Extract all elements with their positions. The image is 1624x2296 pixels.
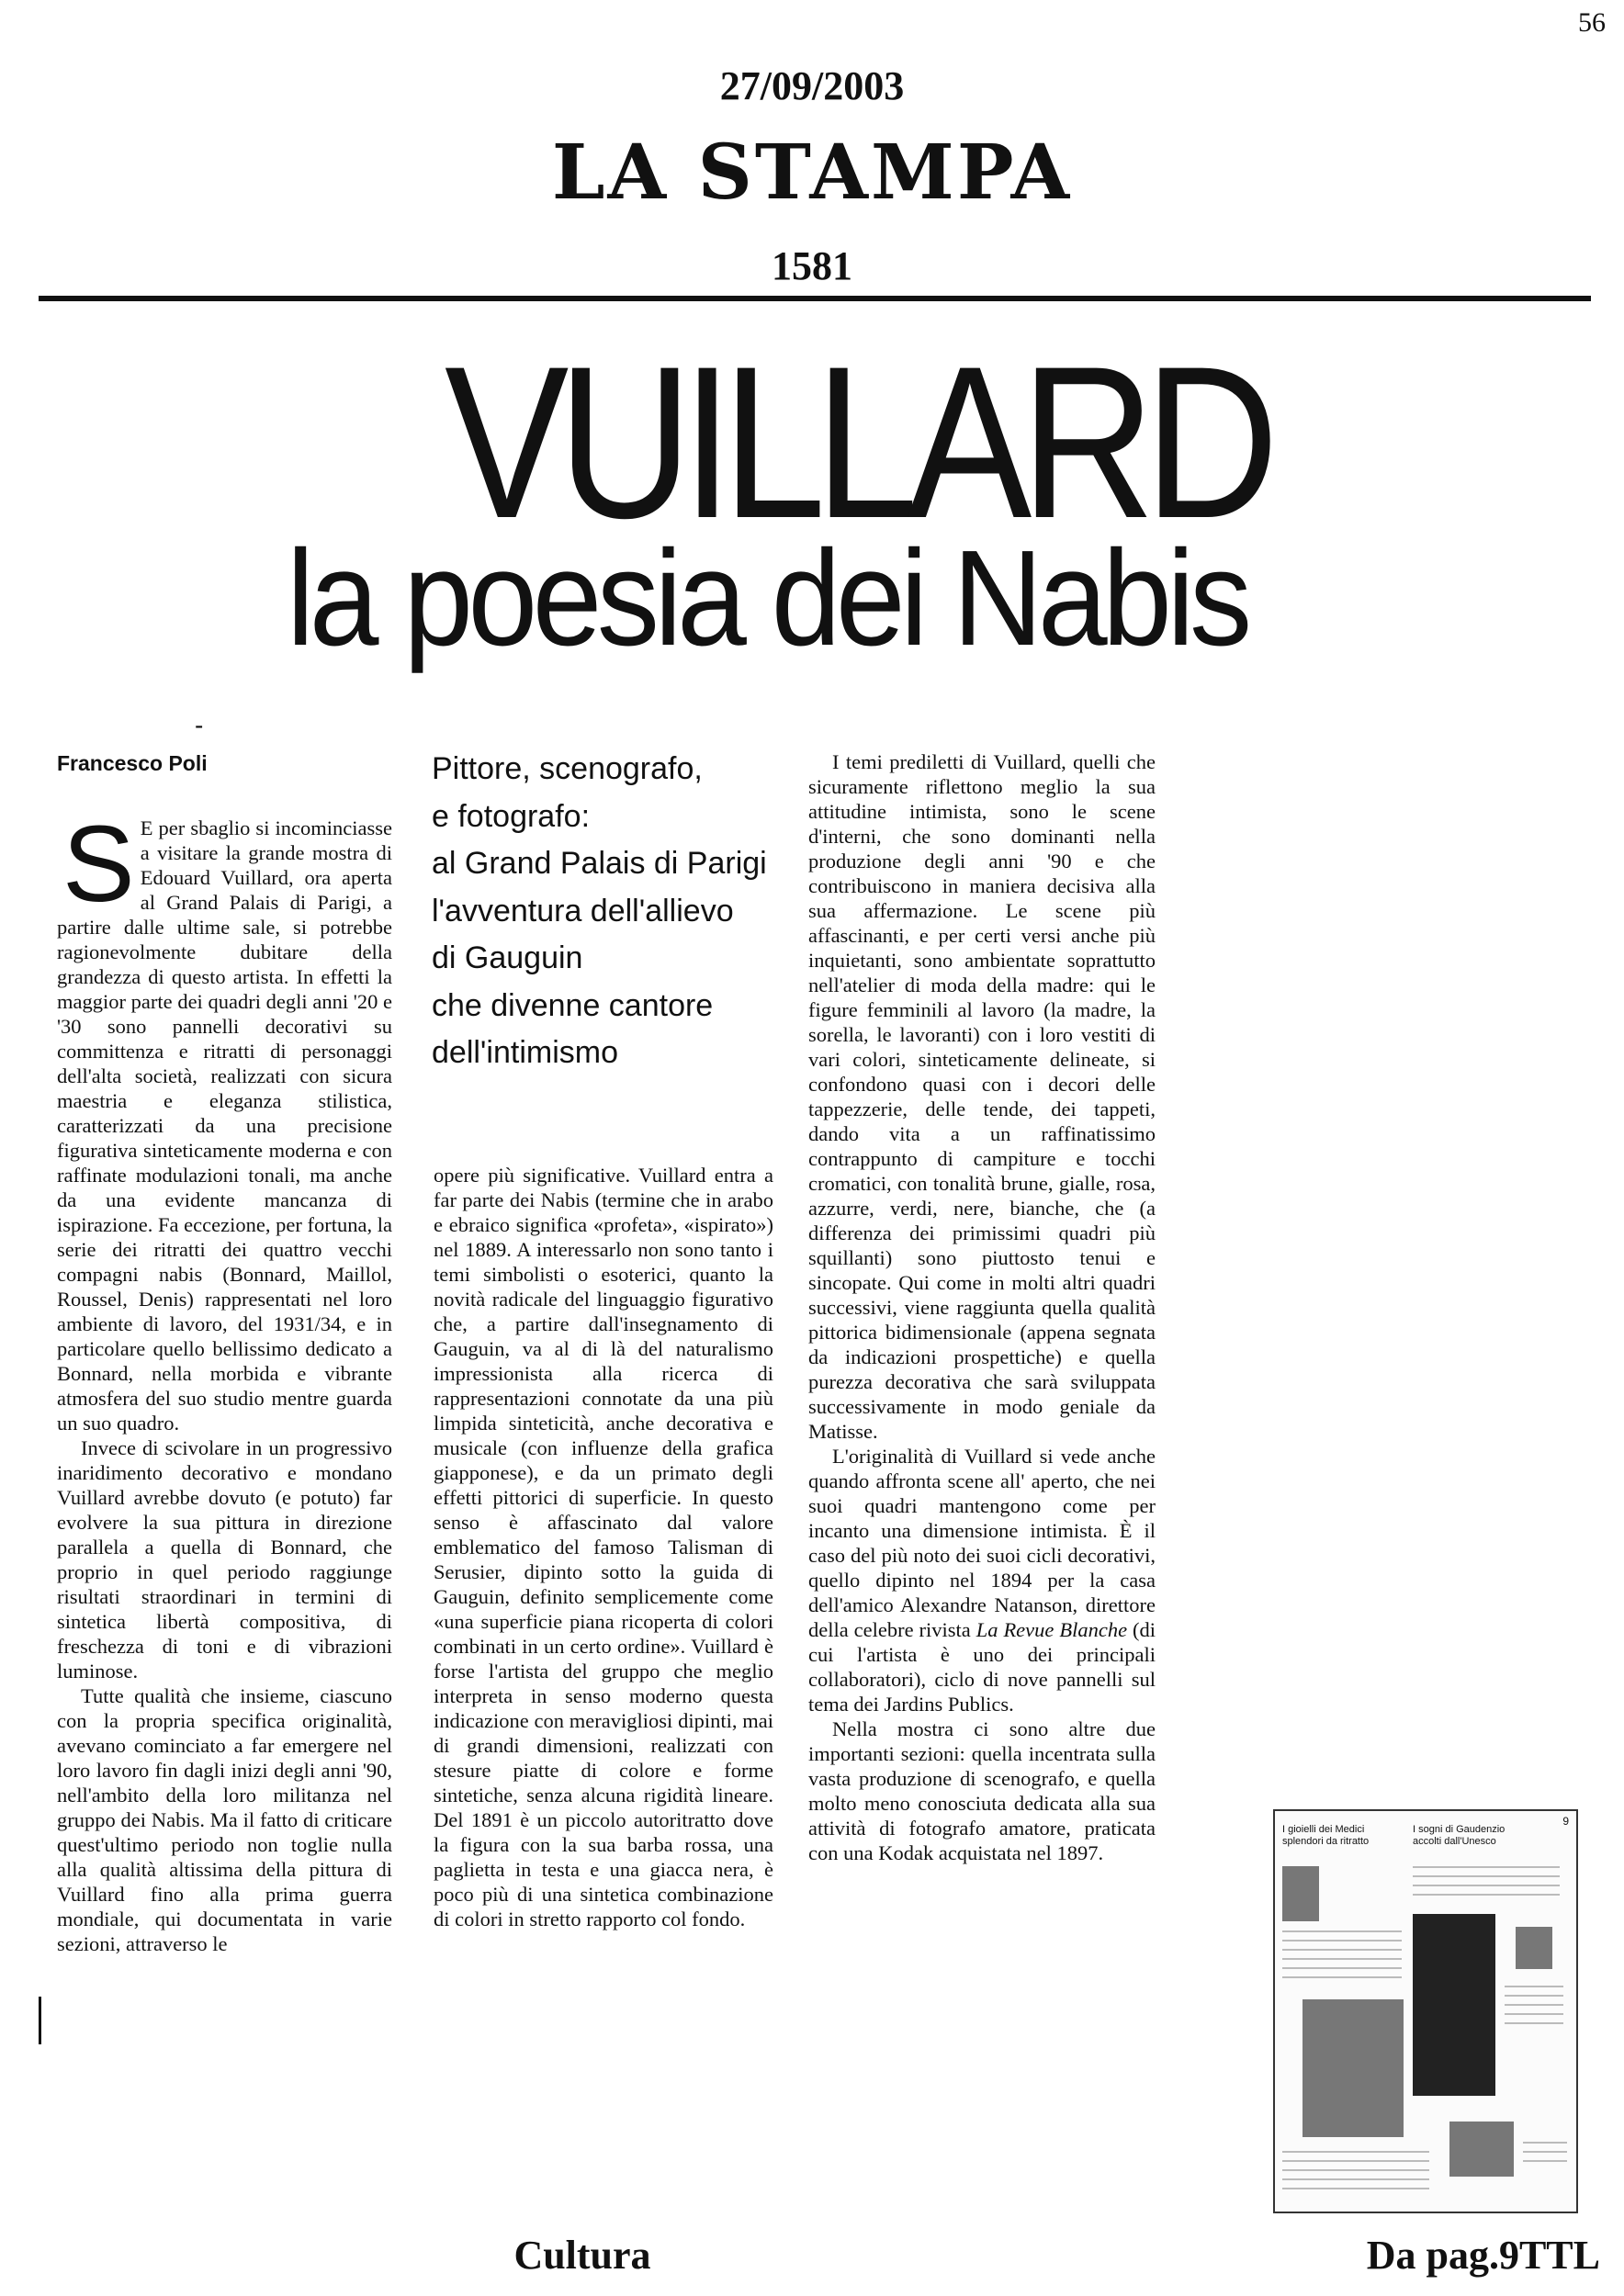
- thumbnail-photo: [1449, 2122, 1514, 2177]
- thumbnail-text-line: [1282, 2169, 1429, 2171]
- paragraph: Invece di scivolare in un progressivo inaridimento decorativo e mondano Vuillard avrebbe dovuto (e potuto) far evolvere la sua pittura in direzione parallela a quella di Bonnard, che proprio in quel periodo raggiunge risultati straordinari in termini di sintetica libertà compositiva, di freschezza di toni e di vibrazioni luminose.: [57, 1436, 392, 1683]
- paragraph: Tutte qualità che insieme, ciascuno con la propria specifica originalità, avevano cominciato a far emergere nel loro lavoro fin dagli inizi degli anni '90, nell'ambito della loro militanza nel gruppo dei Nabis. Ma il fatto di criticare quest'ultimo periodo non toglie nulla alla qualità altissima della pittura di Vuillard fino alla prima guerra mondiale, qui documentata in varie sezioni, attraverso le: [57, 1684, 392, 1955]
- thumbnail-dark-block: [1413, 1914, 1495, 2096]
- thumbnail-page-number: 9: [1562, 1815, 1569, 1828]
- standfirst-line: l'avventura dell'allievo: [432, 893, 734, 929]
- standfirst-line: al Grand Palais di Parigi: [432, 846, 767, 881]
- margin-mark: [39, 1997, 41, 2044]
- standfirst: [432, 746, 792, 1077]
- thumbnail-text-line: [1282, 2178, 1429, 2180]
- thumbnail-text-line: [1413, 1894, 1560, 1896]
- page-thumbnail: [1273, 1809, 1578, 2213]
- article-subtitle: la poesia dei Nabis: [287, 523, 1247, 674]
- standfirst-line: che divenne cantore: [432, 987, 714, 1023]
- thumbnail-text-line: [1505, 1986, 1563, 1987]
- thumbnail-photo: [1303, 1999, 1404, 2137]
- article-column-2: [434, 1163, 773, 1931]
- thumbnail-text-line: [1413, 1885, 1560, 1886]
- issue-date: 27/09/2003: [719, 63, 905, 108]
- article-title: VUILLARD: [445, 321, 1269, 564]
- thumbnail-text-line: [1505, 1995, 1563, 1997]
- source-page-label: Da pag.9TTL: [1366, 2233, 1600, 2278]
- paragraph: Nella mostra ci sono altre due importanti sezioni: quella incentrata sulla vasta produzione di scenografo, e quella molto meno conosciuta dedicata alla sua attività di fotografo amatore, praticata con una Kodak acquistata nel 1897.: [808, 1717, 1156, 1864]
- newspaper-masthead: LA STAMPA: [551, 129, 1073, 217]
- standfirst-line: Pittore, scenografo,: [432, 751, 703, 786]
- thumbnail-heading-left: I gioielli dei Medici splendori da ritratto: [1282, 1824, 1370, 1847]
- thumbnail-text-line: [1282, 1976, 1402, 1978]
- thumbnail-text-line: [1505, 2022, 1563, 2024]
- thumbnail-text-line: [1523, 2142, 1567, 2144]
- article-column-3: [808, 749, 1156, 1865]
- thumbnail-text-line: [1505, 2004, 1563, 2006]
- page-number: 56: [1578, 7, 1606, 38]
- author-byline: Francesco Poli: [57, 751, 208, 775]
- thumbnail-text-line: [1282, 1940, 1402, 1941]
- thumbnail-text-line: [1413, 1866, 1560, 1868]
- reference-number: 1581: [772, 243, 852, 288]
- paragraph: opere più significative. Vuillard entra a far parte dei Nabis (termine che in arabo e ebraico significa «profeta», «ispirato») nel 1889. A interessarlo non sono tanto i temi simbolisti o esoterici, quanto la novità radicale del linguaggio figurativo che, a partire dall'insegnamento di Gauguin, va al di là del naturalismo impressionista alla ricerca di rappresentazioni connotate da una più limpida sinteticità, anche decorativa e musicale (con influenze della grafica giapponese), e da un primato degli effetti pittorici di superficie. In questo senso è affascinato dal valore emblematico del famoso Talisman di Serusier, dipinto sotto la guida di Gauguin, definito semplicemente come «una superficie piana ricoperta di colori combinati in un certo ordine». Vuillard è forse l'artista del gruppo che meglio interpreta in senso moderno questa indicazione con meravigliosi dipinti, mai di grandi dimensioni, realizzati con stesure piatte di colore e forme sintetiche, senza alcuna rigidità lineare. Del 1891 è un piccolo autoritratto dove la figura con la sua barba rossa, una paglietta in testa e una giacca nera, è poco più di una sintetica combinazione di colori in stretto rapporto col fondo.: [434, 1164, 773, 1930]
- thumbnail-text-line: [1282, 1958, 1402, 1960]
- thumbnail-text-line: [1413, 1875, 1560, 1877]
- thumbnail-text-line: [1523, 2151, 1567, 2153]
- standfirst-line: di Gauguin: [432, 940, 583, 975]
- paragraph: S E per sbaglio si incominciasse a visitare la grande mostra di Edouard Vuillard, ora aperta al Grand Palais di Parigi, a partire dalle ultime sale, si potrebbe ragionevolmente dubitare della grandezza di questo artista. In effetti la maggior parte dei quadri degli anni '20 e '30 sono pannelli decorativi su committenza e ritratti di personaggi dell'alta società, realizzati con sicura maestria e eleganza stilistica, caratterizzati da una precisione figurativa sinteticamente moderna e con raffinate modulazioni tonali, ma anche da una evidente mancanza di ispirazione. Fa eccezione, per fortuna, la serie dei ritratti dei quattro vecchi compagni nabis (Bonnard, Maillol, Roussel, Denis) rappresentati nel loro ambiente di lavoro, del 1931/34, e in particolare quello bellissimo dedicato a Bonnard, nella morbida e vibrante atmosfera del suo studio mentre guarda un suo quadro.: [57, 804, 392, 1435]
- thumbnail-text-line: [1282, 2151, 1429, 2153]
- thumbnail-text-line: [1282, 1967, 1402, 1969]
- section-label: Cultura: [513, 2233, 651, 2278]
- thumbnail-text-line: [1523, 2160, 1567, 2162]
- thumbnail-text-line: [1282, 1949, 1402, 1951]
- article-column-1: [57, 804, 392, 1956]
- standfirst-line: dell'intimismo: [432, 1035, 618, 1070]
- paragraph: I temi prediletti di Vuillard, quelli che sicuramente riflettono meglio la sua attitudine intimista, sono le scene d'interni, che sono dominanti nella produzione degli anni '90 e che contribuiscono in maniera decisiva alla sua affermazione. Le scene più affascinanti, e per certi versi anche più inquietanti, sono ambientate soprattutto nell'atelier di moda della madre: qui le figure femminili al lavoro (la madre, la sorella, le lavoranti) con i loro vestiti di vari colori, sinteticamente delineate, si confondono quasi con i decori delle tappezzerie, delle tende, dei tappeti, dando vita a un raffinatissimo contrappunto di campiture e tocchi cromatici, con tonalità brune, gialle, rosa, azzurre, verdi, nere, bianche, che (a differenza dei primissimi quadri più squillanti) sono piuttosto tenui e sincopate. Qui come in molti altri quadri successivi, viene raggiunta quella qualità pittorica bidimensionale (appena segnata da indicazioni prospettiche) e quella purezza decorativa che sarà sviluppata successivamente in modo geniale da Matisse.: [808, 750, 1156, 1443]
- thumbnail-text-line: [1505, 2013, 1563, 2015]
- paragraph: L'originalità di Vuillard si vede anche quando affronta scene all' aperto, che nei suoi quadri mantengono come per incanto una dimensione intimista. È il caso del più noto dei suoi cicli decorativi, quello dipinto nel 1894 per la casa dell'amico Alexandre Natanson, direttore della celebre rivista La Revue Blanche (di cui l'artista è uno dei principali collaboratori), ciclo di nove pannelli sul tema dei Jardins Publics.: [808, 1445, 1156, 1716]
- author-dash: -: [195, 711, 204, 739]
- thumbnail-photo: [1516, 1927, 1552, 1969]
- thumbnail-photo: [1282, 1866, 1319, 1921]
- header-rule: [39, 296, 1591, 301]
- standfirst-line: e fotografo:: [432, 798, 591, 834]
- thumbnail-heading-right: I sogni di Gaudenzio accolti dall'Unesco: [1413, 1824, 1506, 1847]
- thumbnail-text-line: [1282, 2160, 1429, 2162]
- thumbnail-text-line: [1282, 1930, 1402, 1932]
- drop-cap: S: [62, 804, 135, 925]
- thumbnail-text-line: [1282, 2188, 1429, 2189]
